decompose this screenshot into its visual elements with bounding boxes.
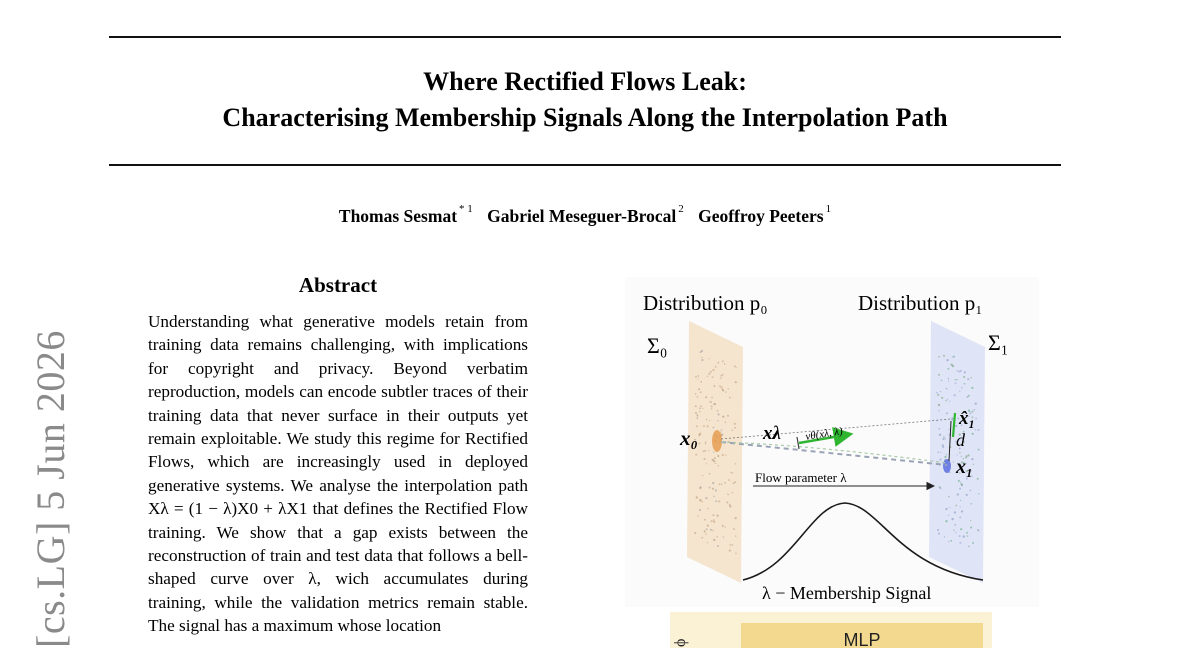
sample-dot [732, 429, 734, 431]
sample-dot [707, 525, 709, 527]
sample-dot [731, 544, 733, 546]
sample-dot [730, 472, 732, 474]
sample-dot [946, 412, 948, 414]
sample-dot [726, 501, 728, 503]
sample-dot [698, 375, 699, 376]
sample-dot [945, 508, 947, 510]
x0-cluster [712, 430, 722, 452]
sample-dot [713, 539, 715, 541]
sample-dot [961, 510, 963, 512]
sample-dot [720, 386, 722, 388]
sample-dot [724, 482, 726, 484]
sample-dot [975, 429, 977, 431]
sample-dot [695, 454, 697, 456]
distribution-0-plane [687, 321, 743, 583]
sample-dot [706, 534, 707, 535]
sample-dot [709, 487, 711, 489]
sample-dot [695, 405, 697, 407]
sample-dot [950, 540, 952, 542]
sample-dot [949, 400, 950, 401]
x0-label: x₀ [680, 426, 698, 450]
sample-dot [972, 542, 974, 544]
sample-dot [705, 443, 706, 444]
sample-dot [696, 417, 698, 419]
sample-dot [718, 465, 719, 466]
sample-dot [938, 428, 940, 430]
sample-dot [704, 530, 706, 532]
title-line-2: Characterising Membership Signals Along the Interpolation Path [222, 103, 948, 132]
sample-dot [699, 443, 701, 445]
sample-dot [947, 399, 949, 401]
sample-dot [711, 520, 713, 522]
distribution-1-plane [929, 321, 985, 583]
sample-dot [959, 517, 961, 519]
sample-dot [701, 357, 702, 358]
sample-dot [944, 456, 946, 458]
distance-d-label: d [956, 430, 965, 450]
figure-svg [625, 277, 1039, 648]
sample-dot [699, 408, 701, 410]
sample-dot [718, 413, 720, 415]
sample-dot [940, 452, 941, 453]
sample-dot [704, 458, 706, 460]
sample-dot [941, 397, 943, 399]
sample-dot [938, 374, 940, 376]
sample-dot [712, 376, 714, 378]
x-lambda-label: xλ [763, 423, 781, 444]
sample-dot [952, 356, 953, 357]
sample-dot [710, 371, 712, 373]
velocity-label: vθ(xλ, λ) [804, 425, 844, 443]
sample-dot [696, 414, 698, 416]
sample-dot [702, 475, 703, 476]
sample-dot [959, 390, 960, 391]
sample-dot [718, 500, 720, 502]
x1-cluster [943, 459, 951, 473]
sample-dot [708, 358, 709, 359]
sample-dot [735, 535, 736, 536]
sample-dot [735, 553, 737, 555]
title-top-rule [109, 36, 1061, 38]
sample-dot [732, 472, 733, 473]
sample-dot [960, 482, 961, 483]
sample-dot [970, 490, 972, 492]
sample-dot [696, 496, 698, 498]
arxiv-side-stamp: [cs.LG] 5 Jun 2026 [28, 330, 73, 648]
sample-dot [707, 376, 708, 377]
sample-dot [956, 379, 957, 380]
sample-dot [712, 482, 714, 484]
sample-dot [972, 433, 974, 435]
sample-dot [715, 366, 717, 368]
sample-dot [946, 454, 947, 455]
sample-dot [951, 518, 953, 520]
sample-dot [721, 429, 723, 431]
sample-dot [977, 478, 979, 480]
sample-dot [709, 473, 710, 474]
author-1-name: Thomas Sesmat [338, 206, 458, 226]
sample-dot [967, 378, 969, 380]
sample-dot [716, 514, 718, 516]
sample-dot [954, 511, 956, 513]
sample-dot [966, 494, 968, 496]
sample-dot [945, 520, 947, 522]
sample-dot [711, 397, 713, 399]
sample-dot [964, 383, 966, 385]
sample-dot [970, 520, 971, 521]
sample-dot [712, 369, 714, 371]
sample-dot [959, 452, 960, 453]
sample-dot [960, 500, 961, 501]
sample-dot [713, 451, 714, 452]
sample-dot [705, 442, 706, 443]
sample-dot [704, 450, 706, 452]
author-2-name: Gabriel Meseguer-Brocal [487, 206, 677, 226]
sample-dot [955, 505, 957, 507]
sample-dot [713, 521, 715, 523]
sample-dot [954, 524, 956, 526]
sample-dot [724, 526, 726, 528]
sample-dot [729, 505, 731, 507]
sample-dot [699, 411, 700, 412]
mlp-side-glyph: ϕ [672, 638, 689, 647]
sample-dot [705, 396, 707, 398]
sample-dot [702, 408, 703, 409]
author-2 [487, 203, 684, 226]
sample-dot [725, 422, 726, 423]
sample-dot [733, 482, 735, 484]
sample-dot [719, 483, 721, 485]
sample-dot [695, 412, 697, 414]
sample-dot [717, 410, 719, 412]
membership-signal-label: λ − Membership Signal [762, 583, 932, 603]
sample-dot [944, 438, 945, 439]
sample-dot [948, 515, 949, 516]
sample-dot [697, 378, 698, 379]
method-figure [625, 277, 1039, 648]
sample-dot [942, 438, 944, 440]
sample-dot [728, 388, 729, 389]
sample-dot [978, 449, 980, 451]
sample-dot [978, 493, 979, 494]
sample-dot [722, 454, 724, 456]
title-line-1: Where Rectified Flows Leak: [423, 67, 747, 96]
sample-dot [959, 488, 961, 490]
sample-dot [970, 526, 972, 528]
sample-dot [723, 536, 724, 537]
sample-dot [978, 429, 980, 431]
sample-dot [975, 418, 977, 420]
sample-dot [961, 387, 963, 389]
sigma-0-label: Σ₀ [647, 333, 668, 358]
abstract-heading: Abstract [298, 273, 378, 297]
sample-dot [713, 496, 715, 498]
sample-dot [970, 503, 972, 505]
sample-dot [720, 375, 722, 377]
sample-dot [949, 507, 950, 508]
distribution-0-label: Distribution p₀ [643, 291, 768, 315]
x1-label: x₁ [956, 456, 973, 478]
author-1-affiliation: * 1 [459, 203, 473, 215]
sample-dot [699, 499, 701, 501]
sample-dot [953, 529, 954, 530]
sample-dot [714, 385, 716, 387]
sample-dot [715, 463, 716, 464]
sample-dot [706, 419, 708, 421]
xhat1-label: x̂₁ [959, 408, 976, 429]
sample-dot [938, 404, 940, 406]
sample-dot [717, 536, 718, 537]
sample-dot [947, 368, 949, 370]
sample-dot [729, 544, 731, 546]
sample-dot [706, 463, 707, 464]
sample-dot [707, 425, 709, 427]
sample-dot [698, 434, 700, 436]
sample-dot [722, 416, 724, 418]
sample-dot [705, 497, 707, 499]
sample-dot [694, 532, 696, 534]
sample-dot [968, 546, 970, 548]
sample-dot [707, 508, 709, 510]
sample-dot [703, 425, 705, 427]
sample-dot [964, 371, 966, 373]
sample-dot [948, 541, 949, 542]
sample-dot [701, 537, 703, 539]
sample-dot [722, 388, 724, 390]
sample-dot [733, 528, 735, 530]
sample-dot [699, 509, 701, 511]
sample-dot [938, 356, 940, 358]
abstract-body: Understanding what generative models retain from training data remains challenging, with implications for copyright and privacy. Beyond verbatim reproduction, models can encode subtler traces of their training data that never surface in their outputs yet remain exploitable. We study this regime for Rectified Flows, which are increasingly used in deployed generative systems. We analyse the interpolation path Xλ = (1 − λ)X0 + λX1 that defines the Rectified Flow training. We show that a gap exists between the reconstruction of train and test data that follows a bell-shaped curve over λ, wich accumulates during training, while the validation metrics remain stable. The signal has a maximum whose location [148, 312, 528, 636]
sample-dot [712, 488, 714, 490]
sample-dot [955, 532, 956, 533]
author-2-affiliation: 2 [678, 203, 684, 215]
sample-dot [937, 529, 939, 531]
sample-dot [728, 494, 729, 495]
sample-dot [704, 519, 706, 521]
sample-dot [945, 400, 946, 401]
sample-dot [697, 396, 699, 398]
sample-dot [948, 429, 949, 430]
sample-dot [695, 393, 696, 394]
sample-dot [695, 376, 697, 378]
sample-dot [948, 496, 950, 498]
sample-dot [715, 500, 717, 502]
sample-dot [977, 529, 979, 531]
mlp-label: MLP [843, 630, 881, 648]
sample-dot [954, 394, 956, 396]
flow-parameter-label: Flow parameter λ [755, 470, 847, 485]
sample-dot [967, 535, 968, 536]
sample-dot [722, 374, 724, 376]
sample-dot [734, 366, 736, 368]
sample-dot [938, 533, 940, 535]
sample-dot [953, 461, 954, 462]
sample-dot [729, 550, 731, 552]
sample-dot [732, 492, 734, 494]
sample-dot [959, 370, 961, 372]
sample-dot [946, 388, 948, 390]
sample-dot [955, 382, 957, 384]
sample-dot [735, 367, 736, 368]
sample-dot [728, 479, 730, 481]
sample-dot [943, 355, 945, 357]
sample-dot [735, 481, 737, 483]
sample-dot [706, 528, 708, 530]
sample-dot [700, 351, 702, 353]
sample-dot [959, 542, 961, 544]
sample-dot [951, 417, 953, 419]
sample-dot [707, 542, 708, 543]
sample-dot [713, 519, 715, 521]
sample-dot [700, 486, 702, 488]
sample-dot [956, 370, 957, 371]
author-1 [338, 203, 473, 226]
sample-dot [939, 486, 941, 488]
sample-dot [700, 405, 702, 407]
sample-dot [713, 460, 714, 461]
sample-dot [725, 391, 726, 392]
sample-dot [708, 450, 709, 451]
sample-dot [957, 493, 959, 495]
sample-dot [948, 380, 949, 381]
sample-dot [727, 415, 729, 417]
sample-dot [717, 545, 719, 547]
sample-dot [960, 528, 962, 530]
sample-dot [971, 387, 973, 389]
sample-dot [967, 396, 969, 398]
sample-dot [975, 403, 977, 405]
sample-dot [712, 530, 713, 531]
sample-dot [942, 444, 944, 446]
author-3-affiliation: 1 [825, 203, 832, 215]
sample-dot [939, 434, 941, 436]
sample-dot [939, 458, 941, 460]
sample-dot [715, 489, 717, 491]
sample-dot [711, 405, 713, 407]
sample-dot [708, 373, 710, 375]
sample-dot [948, 378, 949, 379]
sample-dot [942, 446, 944, 448]
sample-dot [709, 401, 711, 403]
title-bottom-rule [109, 164, 1061, 166]
sample-dot [713, 427, 715, 429]
sample-dot [710, 529, 712, 531]
sample-dot [701, 501, 703, 503]
sample-dot [936, 392, 937, 393]
sample-dot [713, 514, 715, 516]
sample-dot [937, 394, 939, 396]
sample-dot [700, 391, 702, 393]
sample-dot [698, 515, 699, 516]
paper-title [109, 64, 1061, 136]
sample-dot [725, 454, 726, 455]
sample-dot [724, 363, 725, 364]
sample-dot [940, 391, 941, 392]
sample-dot [703, 451, 705, 453]
sample-dot [720, 378, 721, 379]
sample-dot [938, 452, 940, 454]
sample-dot [717, 420, 718, 421]
author-3 [698, 203, 832, 226]
sample-dot [722, 525, 723, 526]
author-3-name: Geoffroy Peeters [698, 206, 824, 226]
sample-dot [963, 535, 965, 537]
sample-dot [941, 380, 943, 382]
author-list [0, 203, 1170, 227]
sample-dot [713, 403, 715, 405]
sample-dot [735, 463, 736, 464]
sample-dot [959, 535, 961, 537]
sample-dot [958, 371, 959, 372]
sample-dot [955, 425, 957, 427]
sample-dot [700, 381, 702, 383]
sample-dot [953, 356, 955, 358]
sample-dot [717, 455, 719, 457]
sample-dot [721, 483, 722, 484]
sample-dot [954, 379, 955, 380]
sample-dot [958, 480, 960, 482]
distribution-1-label: Distribution p₁ [858, 291, 983, 315]
sample-dot [718, 362, 720, 364]
sample-dot [952, 364, 953, 365]
sample-dot [711, 408, 712, 409]
sample-dot [714, 457, 716, 459]
sample-dot [946, 359, 948, 361]
sample-dot [963, 376, 965, 378]
sample-dot [734, 423, 736, 425]
sample-dot [966, 532, 968, 534]
sample-dot [735, 381, 737, 383]
sample-dot [701, 359, 703, 361]
sigma-1-label: Σ₁ [988, 330, 1009, 355]
sample-dot [709, 420, 710, 421]
sample-dot [722, 360, 723, 361]
sample-dot [943, 436, 945, 438]
sample-dot [971, 377, 972, 378]
sample-dot [698, 388, 700, 390]
sample-dot [729, 397, 731, 399]
sample-dot [944, 536, 945, 537]
sample-dot [961, 484, 962, 485]
sample-dot [960, 506, 961, 507]
sample-dot [734, 427, 736, 429]
sample-dot [734, 517, 736, 519]
sample-dot [938, 410, 939, 411]
